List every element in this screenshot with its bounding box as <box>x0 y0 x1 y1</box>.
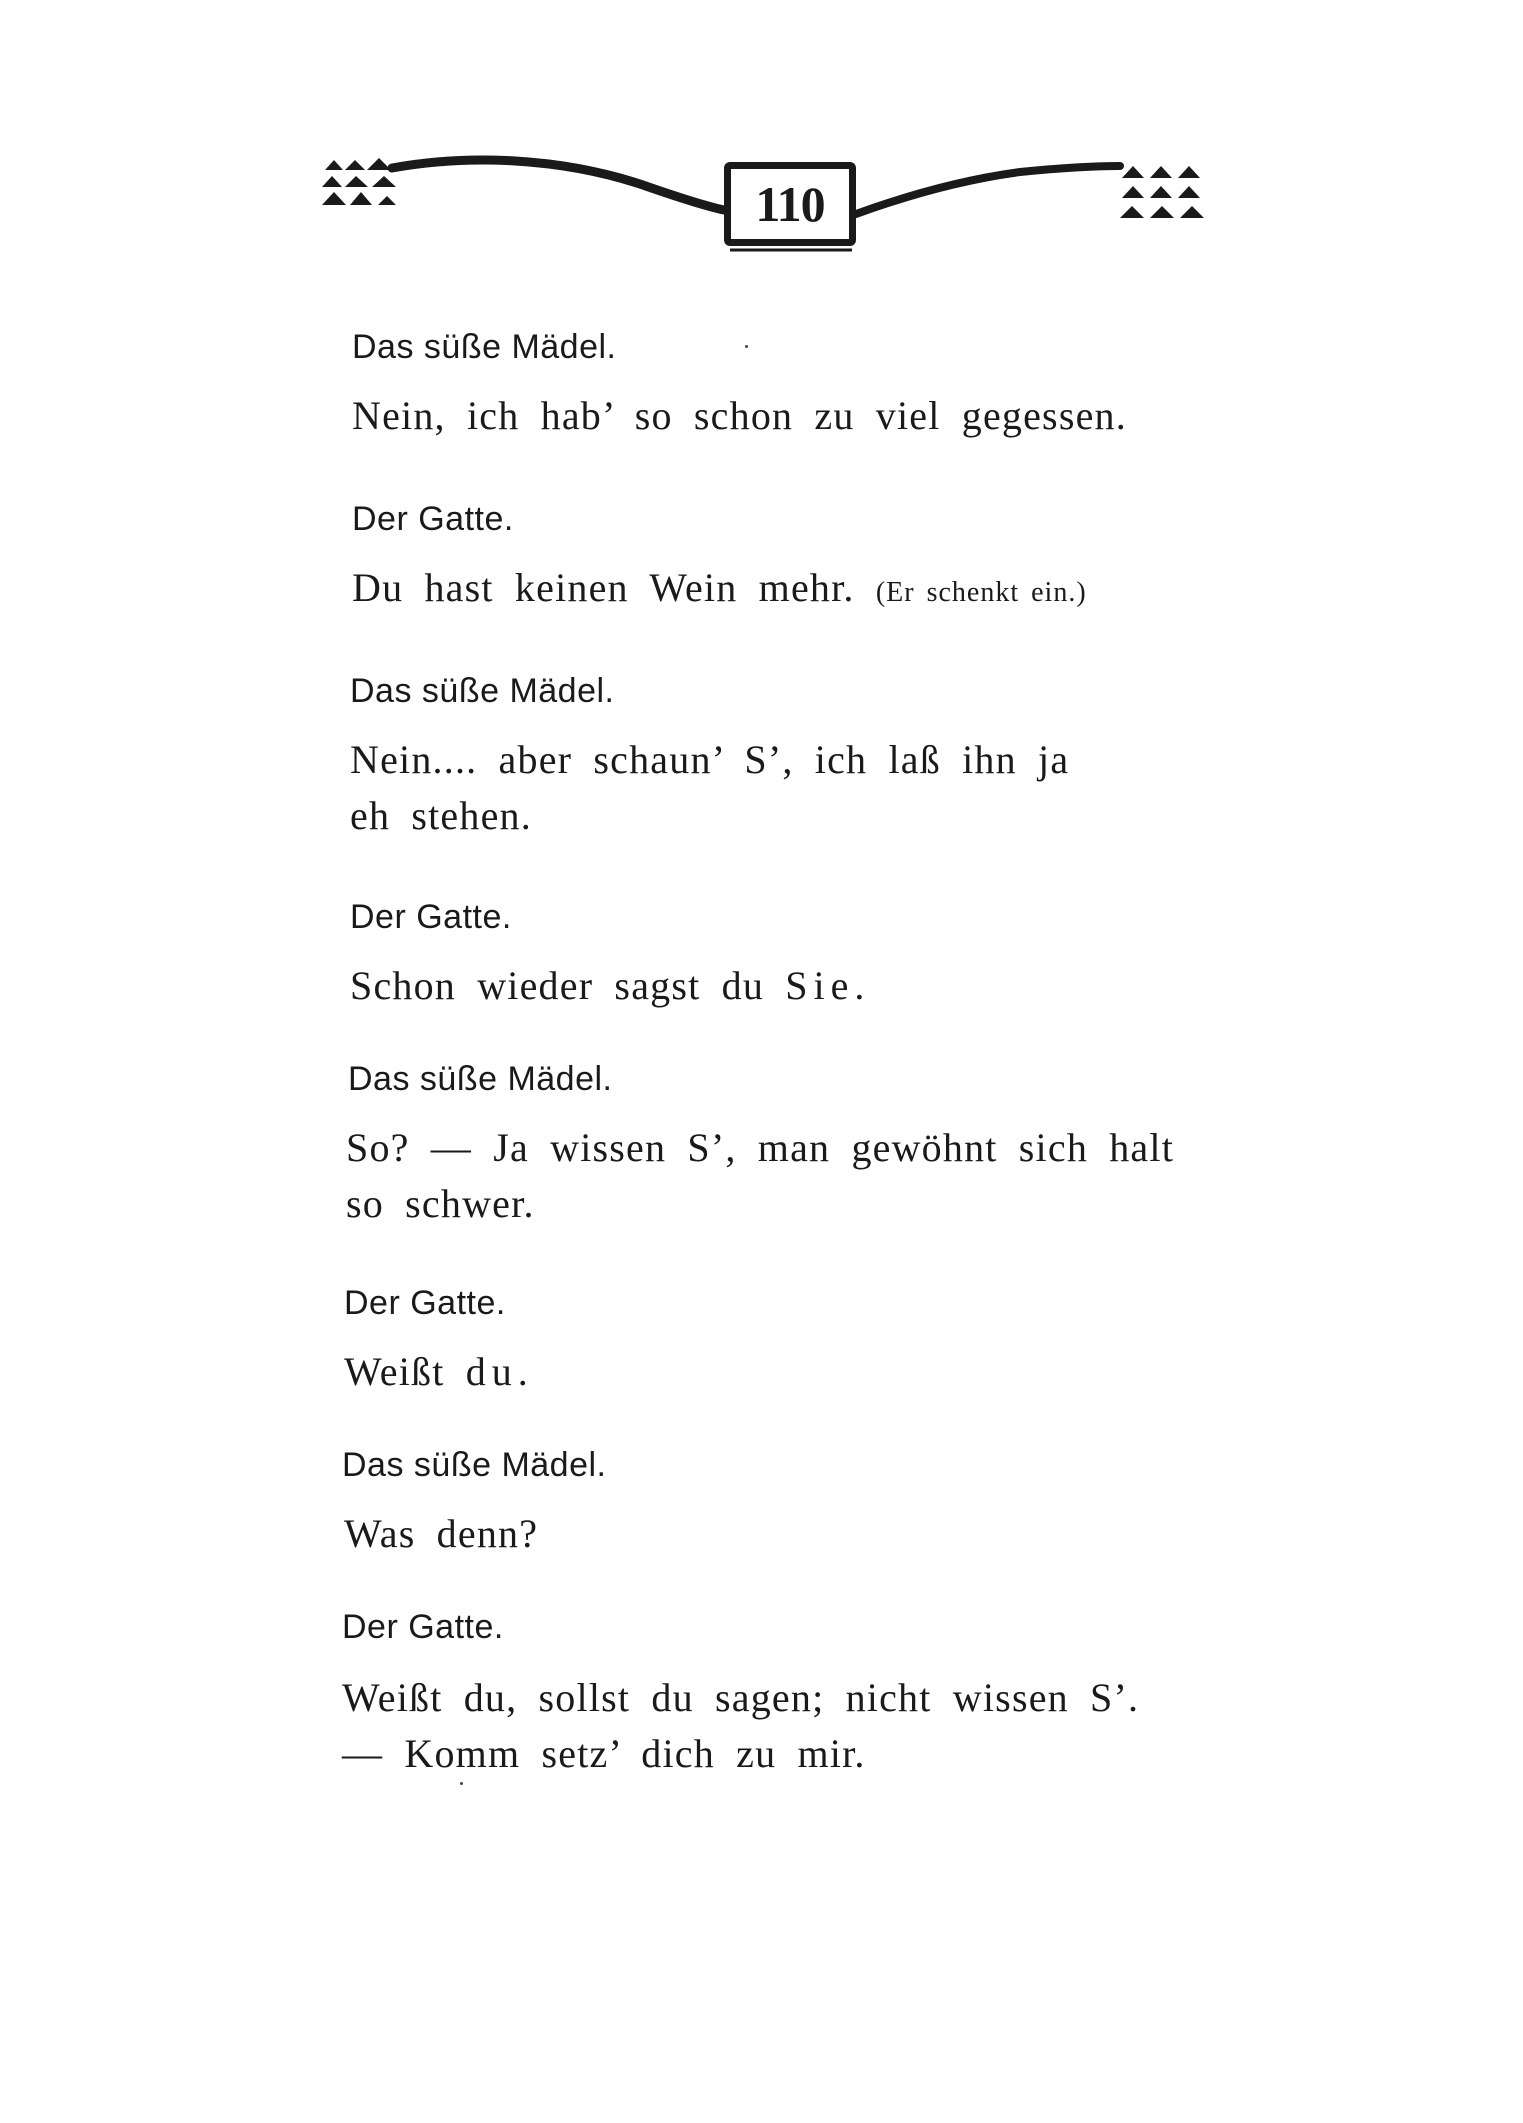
dialogue-line: so schwer. <box>346 1181 535 1226</box>
dialogue-line: So? — Ja wissen S’, man gewöhnt sich halt <box>346 1125 1175 1170</box>
dialogue-line <box>342 1674 1139 1721</box>
speaker-label: Das süße Mädel. <box>352 328 617 366</box>
page-number-box <box>724 162 856 246</box>
dialogue-line-part: Weißt <box>342 1675 443 1720</box>
dialogue-line-part: Schon wieder sagst du <box>350 963 765 1008</box>
speaker-label: Das süße Mädel. <box>342 1446 607 1484</box>
right-triangle-cluster-icon <box>1120 166 1204 218</box>
speaker-label: Das süße Mädel. <box>350 672 615 710</box>
page-number: 110 <box>755 176 825 232</box>
dialogue-line <box>350 962 870 1009</box>
speaker-label: Das süße Mädel. <box>348 1060 613 1098</box>
paper-speck <box>745 345 748 348</box>
paper-speck <box>460 1782 463 1785</box>
left-swoosh <box>392 160 724 210</box>
speaker-label: Der Gatte. <box>342 1608 504 1646</box>
emphasized-word: Sie. <box>785 963 871 1008</box>
dialogue-line-part: Weißt <box>344 1349 445 1394</box>
dialogue-line: Du hast keinen Wein mehr. <box>352 565 855 610</box>
emphasized-word: du. <box>465 1349 534 1394</box>
dialogue-line: eh stehen. <box>350 793 532 838</box>
dialogue-line-with-stage-direction <box>352 564 1087 611</box>
dialogue-line-part: du, sollst du sagen; nicht wissen S’. <box>463 1675 1140 1720</box>
right-swoosh <box>856 166 1120 214</box>
dialogue-line: — Komm setz’ dich zu mir. <box>342 1731 866 1776</box>
dialogue-line: Nein.... aber schaun’ S’, ich laß ihn ja <box>350 737 1070 782</box>
stage-direction: (Er schenkt ein.) <box>875 577 1087 608</box>
dialogue-line: Nein, ich hab’ so schon zu viel gegessen. <box>352 393 1127 438</box>
left-triangle-cluster-icon <box>322 158 396 205</box>
speaker-label: Der Gatte. <box>350 898 512 936</box>
dialogue-line <box>344 1348 534 1395</box>
speaker-label: Der Gatte. <box>352 500 514 538</box>
dialogue-line: Was denn? <box>344 1511 539 1556</box>
speaker-label: Der Gatte. <box>344 1284 506 1322</box>
